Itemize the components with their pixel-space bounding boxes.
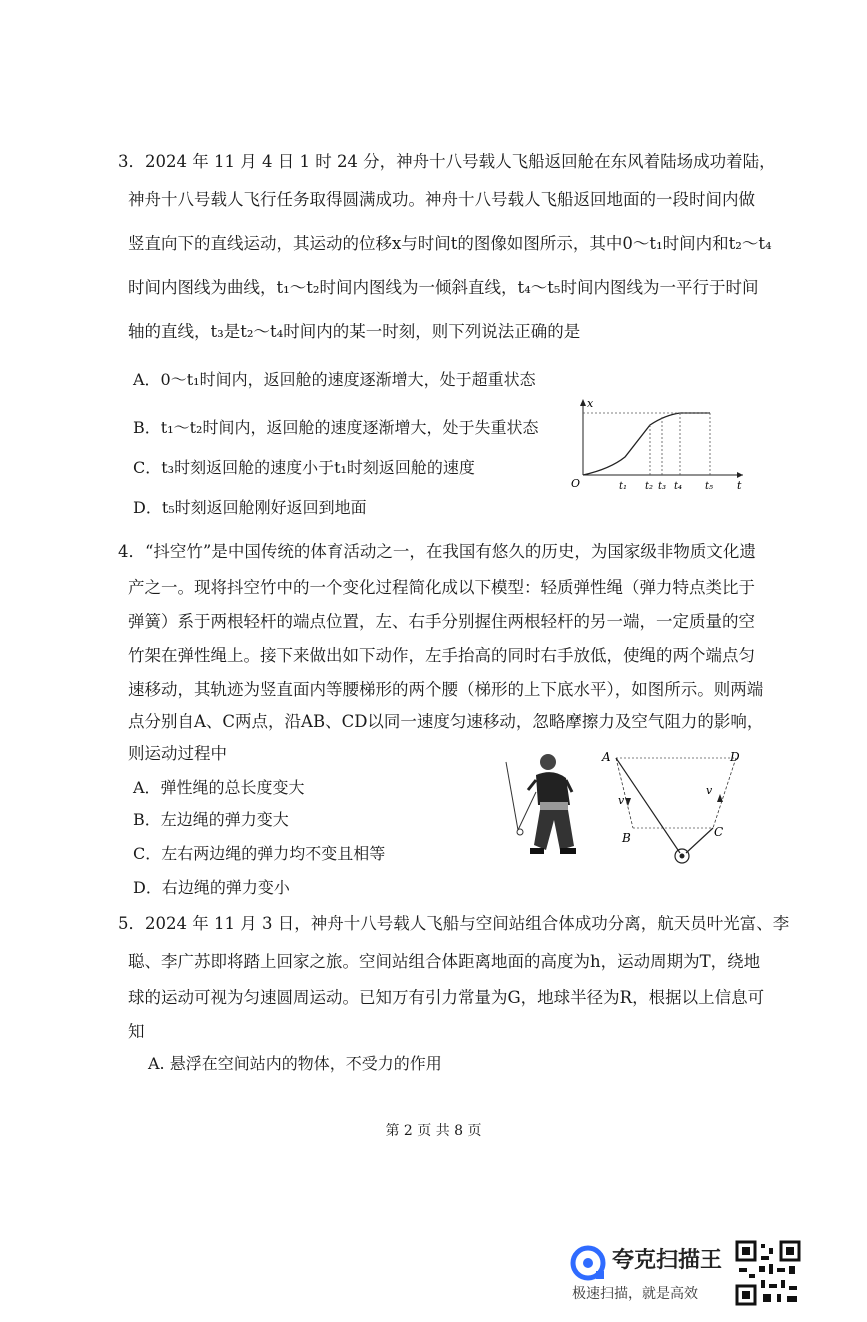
graph-y-label: x <box>587 397 594 410</box>
q4-option-d: D．右边绳的弹力变小 <box>133 878 290 897</box>
q4-line-6: 点分别自A、C两点，沿AB、CD以同一速度匀速移动，忽略摩擦力及空气阻力的影响， <box>128 712 764 731</box>
graph-tick-t1: t₁ <box>619 481 628 492</box>
diagram-label-a: A <box>602 750 611 764</box>
q5-line-2: 聪、李广苏即将踏上回家之旅。空间站组合体距离地面的高度为h，运动周期为T，绕地 <box>128 952 761 971</box>
diagram-label-v1: v <box>618 794 625 807</box>
graph-tick-t2: t₂ <box>645 481 654 492</box>
q4-line-3: 弹簧）系于两根轻杆的端点位置，左、右手分别握住两根轻杆的另一端，一定质量的空 <box>128 612 755 631</box>
q3-line-1: 3．2024 年 11 月 4 日 1 时 24 分，神舟十八号载人飞船返回舱在东风着陆场成功着陆， <box>118 152 776 171</box>
quark-logo-icon <box>570 1245 606 1281</box>
brand-name: 夸克扫描王 <box>612 1248 723 1273</box>
q4-option-c: C．左右两边绳的弹力均不变且相等 <box>133 844 386 863</box>
brand-slogan: 极速扫描，就是高效 <box>572 1286 698 1302</box>
graph-tick-t4: t₄ <box>674 481 683 492</box>
q3-xt-graph <box>565 395 750 495</box>
q3-line-4: 时间内图线为曲线，t₁～t₂时间内图线为一倾斜直线，t₄～t₅时间内图线为一平行于时间 <box>128 278 759 297</box>
q4-option-b: B．左边绳的弹力变大 <box>133 810 289 829</box>
q5-line-4: 知 <box>128 1022 145 1041</box>
graph-origin: O <box>571 477 581 490</box>
diagram-label-c: C <box>714 825 724 839</box>
diagram-label-v2: v <box>706 784 713 797</box>
q5-option-a: A. 悬浮在空间站内的物体，不受力的作用 <box>148 1054 442 1073</box>
diagram-label-b: B <box>622 831 631 845</box>
qr-code-icon <box>735 1240 801 1306</box>
q4-line-7: 则运动过程中 <box>128 744 227 763</box>
graph-tick-t3: t₃ <box>658 481 667 492</box>
page-footer: 第 2 页 共 8 页 <box>385 1123 482 1139</box>
graph-tick-t5: t₅ <box>705 481 714 492</box>
q3-option-a: A．0～t₁时间内，返回舱的速度逐渐增大，处于超重状态 <box>133 370 536 389</box>
q3-line-5: 轴的直线，t₃是t₂～t₄时间内的某一时刻，则下列说法正确的是 <box>128 322 581 341</box>
q4-line-4: 竹架在弹性绳上。接下来做出如下动作，左手抬高的同时右手放低，使绳的两个端点匀 <box>128 646 755 665</box>
q4-line-1: 4．“抖空竹”是中国传统的体育活动之一，在我国有悠久的历史，为国家级非物质文化遗 <box>118 542 756 561</box>
q3-option-b: B．t₁～t₂时间内，返回舱的速度逐渐增大，处于失重状态 <box>133 418 539 437</box>
diagram-label-d: D <box>730 750 740 764</box>
q5-line-1: 5．2024 年 11 月 3 日，神舟十八号载人飞船与空间站组合体成功分离，航天员叶光富、李 <box>118 914 790 933</box>
q4-line-5: 速移动，其轨迹为竖直面内等腰梯形的两个腰（梯形的上下底水平），如图所示。则两端 <box>128 680 764 699</box>
q4-option-a: A．弹性绳的总长度变大 <box>133 778 305 797</box>
q3-line-2: 神舟十八号载人飞行任务取得圆满成功。神舟十八号载人飞船返回地面的一段时间内做 <box>128 190 755 209</box>
graph-x-label: t <box>737 479 742 492</box>
q4-trapezoid-diagram <box>598 748 748 870</box>
q5-line-3: 球的运动可视为匀速圆周运动。已知万有引力常量为G，地球半径为R，根据以上信息可 <box>128 988 765 1007</box>
q3-option-c: C．t₃时刻返回舱的速度小于t₁时刻返回舱的速度 <box>133 458 475 477</box>
q4-line-2: 产之一。现将抖空竹中的一个变化过程简化成以下模型：轻质弹性绳（弹力特点类比于 <box>128 578 755 597</box>
q3-line-3: 竖直向下的直线运动，其运动的位移x与时间t的图像如图所示，其中0～t₁时间内和t₂～t₄ <box>128 234 772 253</box>
diabolo-player-illustration <box>498 750 603 865</box>
q3-option-d: D．t₅时刻返回舱刚好返回到地面 <box>133 498 367 517</box>
